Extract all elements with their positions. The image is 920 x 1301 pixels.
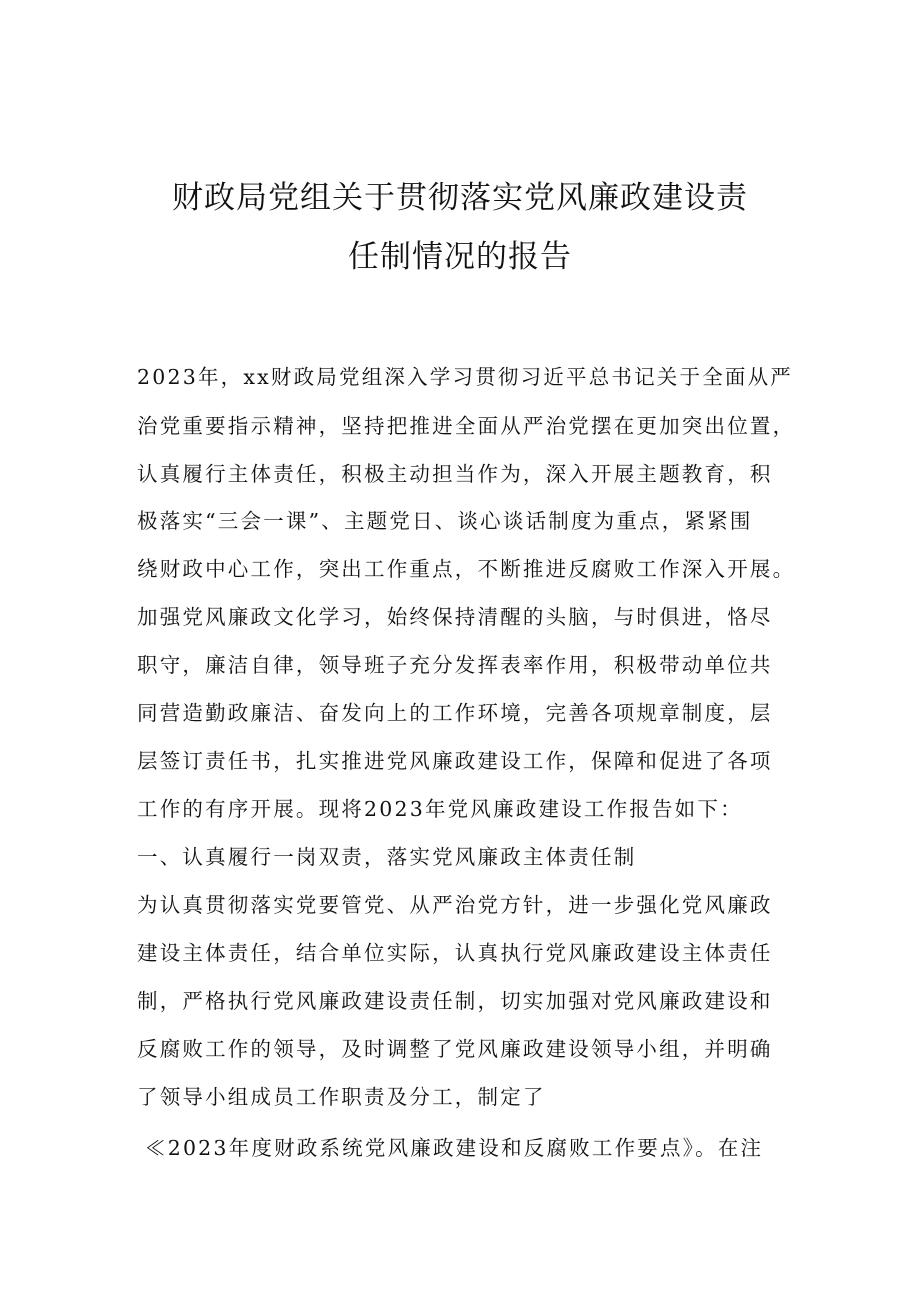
- document-title-line-1: 财政局党组关于贯彻落实党风廉政建设责: [172, 180, 748, 216]
- document-title-line-2: 任制情况的报告: [348, 239, 572, 275]
- body-line: 同营造勤政廉洁、奋发向上的工作环境，完善各项规章制度，层: [137, 701, 773, 725]
- body-line: 工作的有序开展。现将2023年党风廉政建设工作报告如下：: [137, 797, 743, 821]
- body-line: 治党重要指示精神，坚持把推进全面从严治党摆在更加突出位置，: [137, 414, 796, 438]
- body-line: 层签订责任书，扎实推进党风廉政建设工作，保障和促进了各项: [137, 749, 773, 773]
- body-line: 2023年，xx财政局党组深入学习贯彻习近平总书记关于全面从严: [137, 365, 793, 389]
- body-line: 为认真贯彻落实党要管党、从严治党方针，进一步强化党风廉政: [137, 893, 773, 917]
- body-line: 反腐败工作的领导，及时调整了党风廉政建设领导小组，并明确: [137, 1037, 773, 1061]
- body-line: 加强党风廉政文化学习，始终保持清醒的头脑，与时俱进，恪尽: [137, 605, 773, 629]
- body-line: ≪2023年度财政系统党风廉政建设和反腐败工作要点》。在注: [145, 1136, 764, 1160]
- body-line: 绕财政中心工作，突出工作重点，不断推进反腐败工作深入开展。: [137, 557, 796, 581]
- body-line: 制，严格执行党风廉政建设责任制，切实加强对党风廉政建设和: [137, 989, 773, 1013]
- body-line: 认真履行主体责任，积极主动担当作为，深入开展主题教育，积: [137, 462, 773, 486]
- body-line: 了领导小组成员工作职责及分工，制定了: [137, 1085, 546, 1109]
- section-heading: 一、认真履行一岗双责，落实党风廉政主体责任制: [137, 845, 637, 869]
- body-line: 极落实“三会一课”、主题党日、谈心谈话制度为重点，紧紧围: [137, 509, 753, 533]
- body-line: 职守，廉洁自律，领导班子充分发挥表率作用，积极带动单位共: [137, 653, 773, 677]
- body-line: 建设主体责任，结合单位实际，认真执行党风廉政建设主体责任: [137, 941, 773, 965]
